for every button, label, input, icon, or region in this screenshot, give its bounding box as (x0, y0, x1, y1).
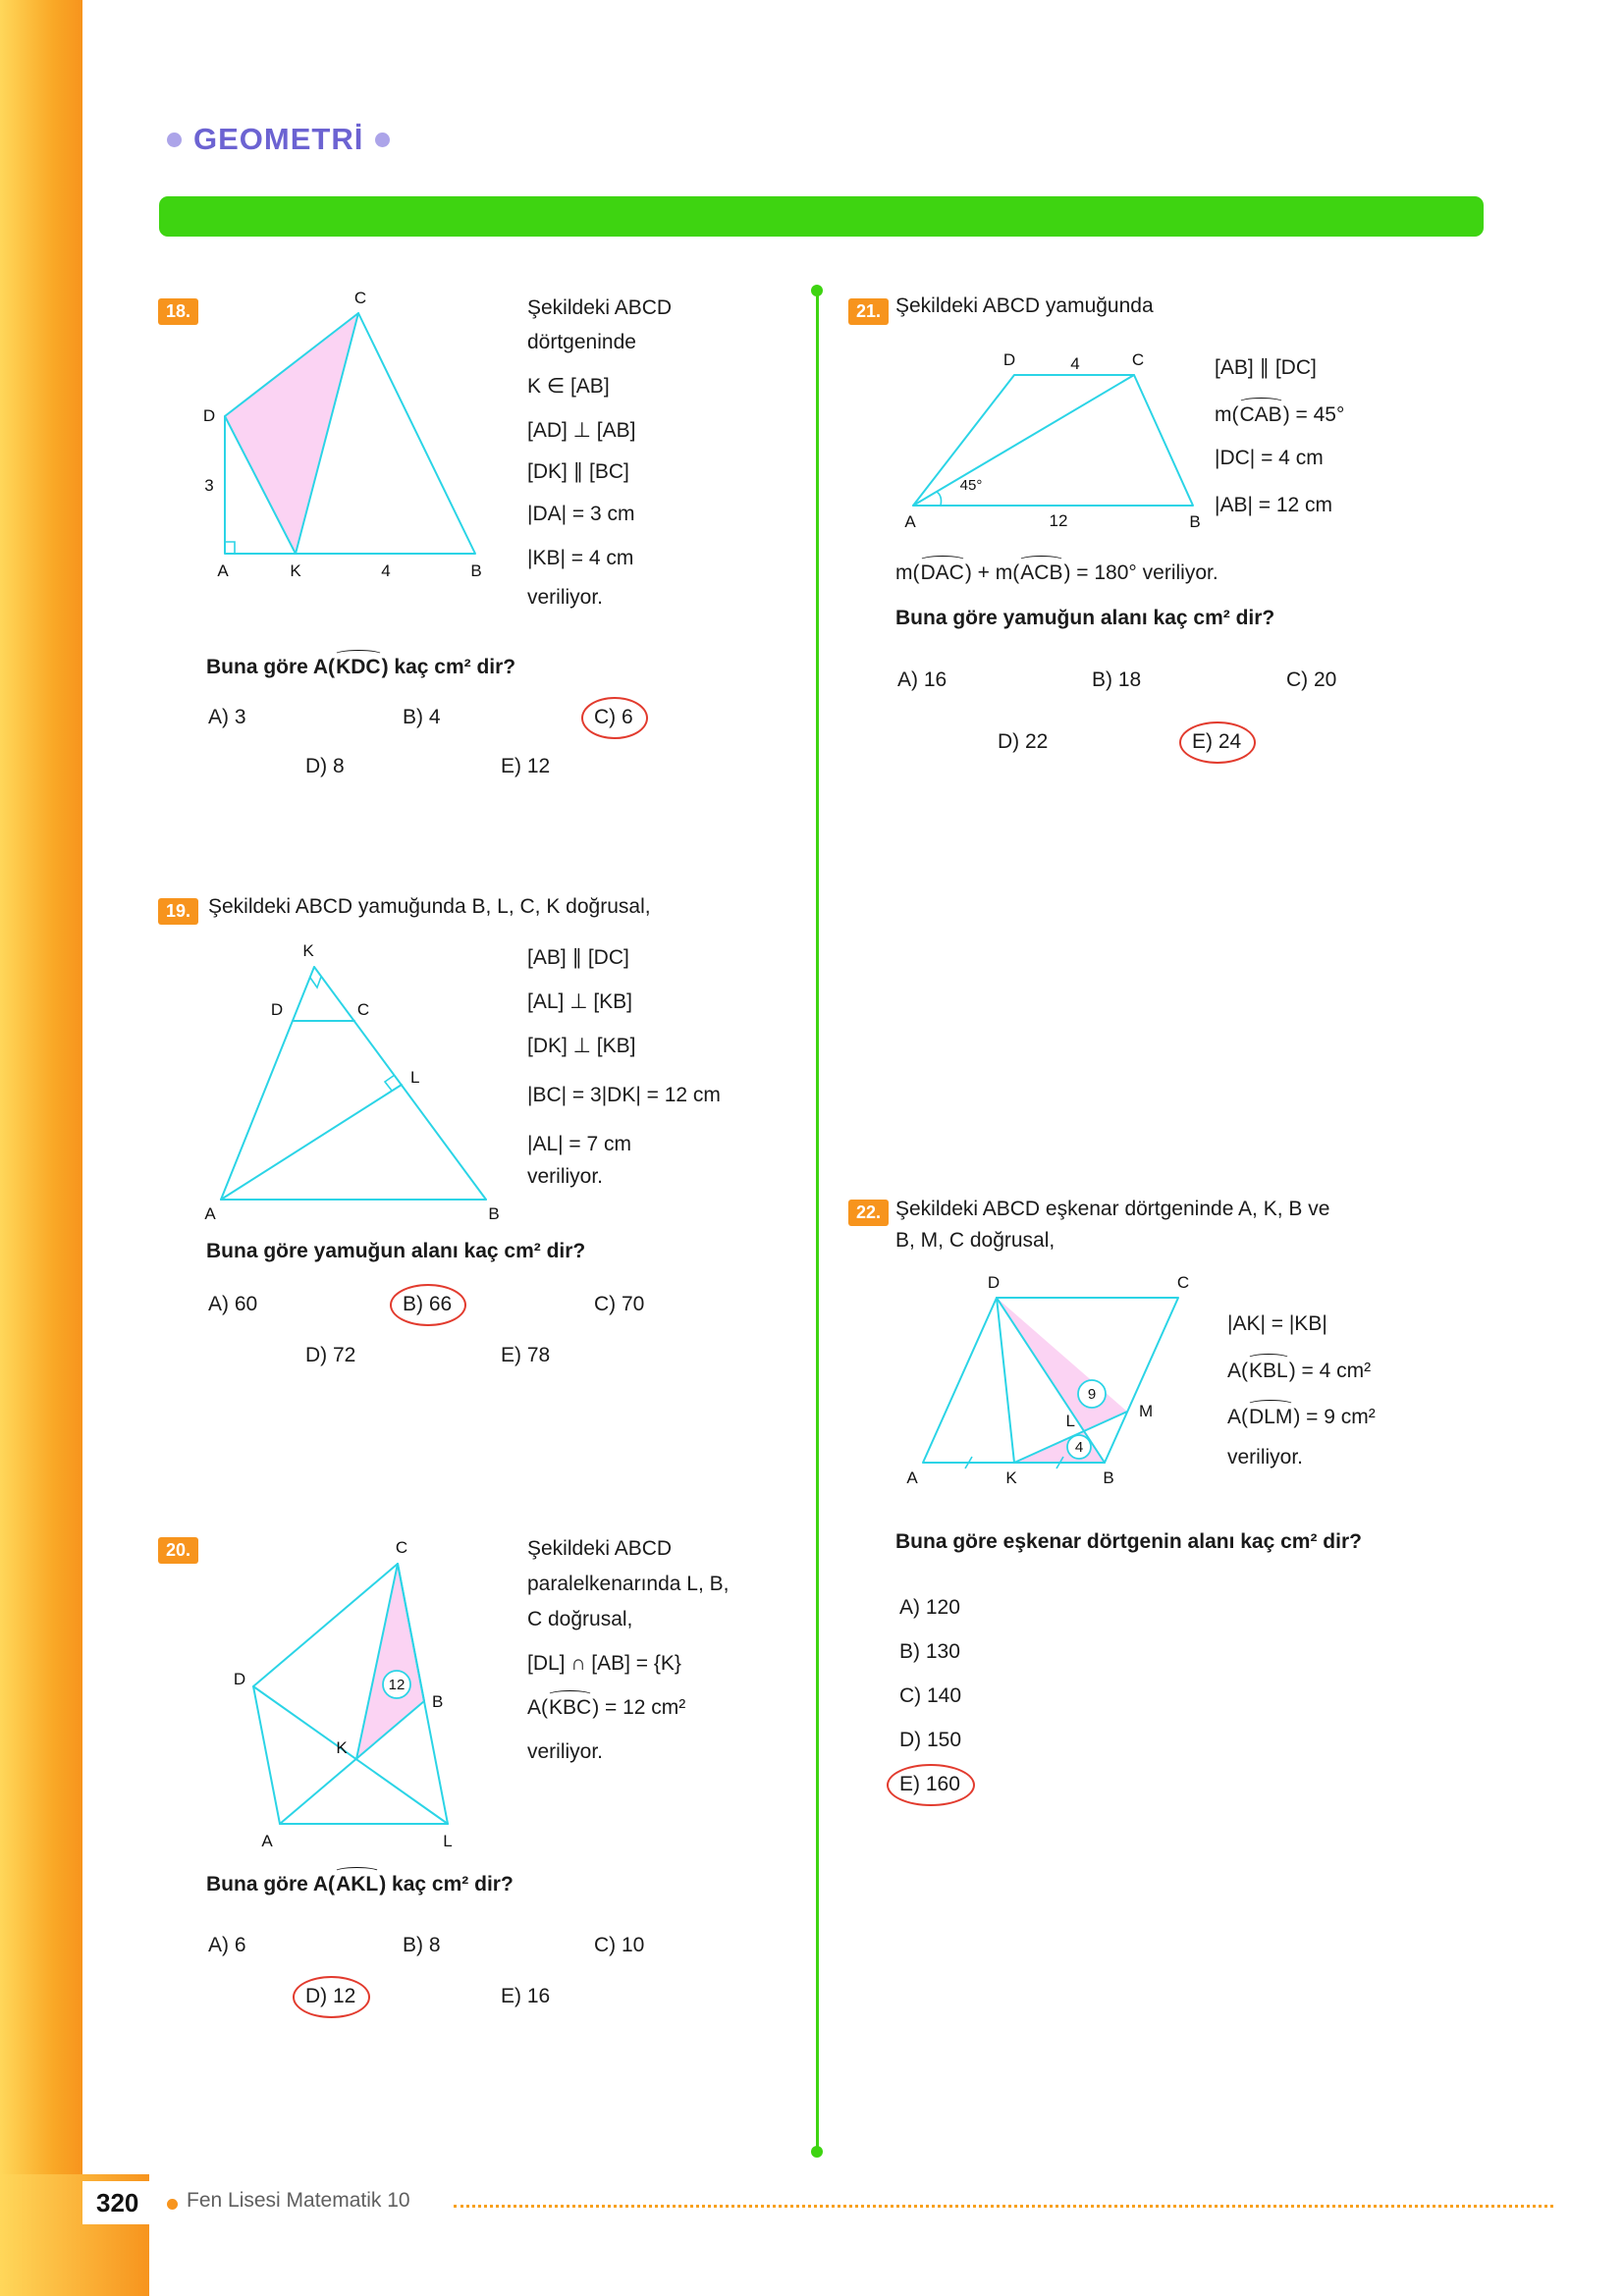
p20-label-k: K (336, 1738, 348, 1757)
p20-option-c: C) 10 (594, 1934, 645, 1956)
p19-option-d: D) 72 (305, 1344, 356, 1366)
p21-angle-arc (937, 492, 942, 506)
p18-right-angle-mark (225, 542, 235, 554)
problem-22-badge: 22. (848, 1200, 889, 1226)
footer-dotted-line (454, 2205, 1553, 2208)
p19-question: Buna göre yamuğun alanı kaç cm² dir? (206, 1240, 586, 1262)
header-bullet-left-icon (167, 133, 182, 147)
p22-label-l: L (1065, 1412, 1075, 1430)
p22-area9-suffix: ) = 9 cm² (1293, 1406, 1376, 1428)
p21-given-arc-2: ACB (1019, 561, 1063, 586)
p19-option-b: B) 66 (403, 1293, 453, 1315)
p18-question (206, 655, 515, 680)
p18-label-a: A (217, 561, 229, 580)
page-header (167, 122, 390, 157)
divider-dot-top (811, 285, 823, 296)
p21-label-b: B (1189, 512, 1201, 531)
p21-side-line-4: |AB| = 12 cm (1215, 494, 1333, 516)
p21-label-c: C (1131, 350, 1145, 369)
p20-side-line-3: C doğrusal, (527, 1608, 633, 1630)
p19-side-line-1: [AB] ∥ [DC] (527, 946, 629, 969)
p19-side-line-2: [AL] ⊥ [KB] (527, 990, 632, 1013)
p20-label-a: A (261, 1832, 273, 1850)
p21-question: Buna göre yamuğun alanı kaç cm² dir? (895, 607, 1275, 629)
p18-side-line-5: [DK] ∥ [BC] (527, 460, 629, 483)
p19-option-a: A) 60 (208, 1293, 258, 1315)
p20-option-b: B) 8 (403, 1934, 441, 1956)
p20-diagram (226, 1529, 501, 1858)
p22-area4-prefix: A( (1227, 1360, 1248, 1382)
p18-label-b: B (470, 561, 482, 580)
p19-right-angle-k (310, 977, 321, 988)
p21-length-ab: 12 (1049, 511, 1068, 530)
p18-option-a: A) 3 (208, 706, 246, 728)
p18-option-e: E) 12 (501, 755, 551, 777)
p19-option-c: C) 70 (594, 1293, 645, 1315)
p20-question-prefix: Buna göre A( (206, 1873, 336, 1896)
p20-option-e: E) 16 (501, 1985, 551, 2007)
p19-label-k: K (302, 941, 314, 960)
p20-label-b: B (432, 1692, 444, 1711)
p18-side-line-6: |DA| = 3 cm (527, 503, 635, 525)
p21-option-d: D) 22 (998, 730, 1049, 753)
p18-label-c: C (353, 289, 367, 307)
p22-side-line-1: |AK| = |KB| (1227, 1312, 1327, 1335)
p18-option-c: C) 6 (594, 706, 633, 728)
p19-side-line-3: [DK] ⊥ [KB] (527, 1035, 636, 1057)
p20-question-arc: AKL (335, 1872, 379, 1897)
problem-19-badge: 19. (158, 898, 198, 925)
p19-option-e: E) 78 (501, 1344, 551, 1366)
p22-area9-prefix: A( (1227, 1406, 1248, 1428)
p20-question (206, 1872, 514, 1897)
p22-option-a: A) 120 (899, 1596, 960, 1619)
p18-diagram (191, 288, 496, 582)
section-title-bar (159, 196, 1484, 237)
p21-angle-arc-text: CAB (1239, 402, 1283, 428)
p19-label-d: D (270, 1000, 284, 1019)
p20-label-d: D (233, 1670, 246, 1688)
p21-label-d: D (1002, 350, 1016, 369)
p22-side-line-3 (1227, 1405, 1376, 1430)
p21-side-line-1: [AB] ∥ [DC] (1215, 356, 1317, 379)
p21-label-a: A (904, 512, 916, 531)
p20-label-c: C (395, 1538, 408, 1557)
left-edge-stripe (0, 0, 82, 2296)
p22-label-m: M (1139, 1402, 1154, 1420)
p21-side-line-2 (1215, 402, 1344, 428)
p20-option-d: D) 12 (305, 1985, 356, 2007)
p22-option-e: E) 160 (899, 1773, 960, 1795)
divider-dot-bottom (811, 2146, 823, 2158)
p21-diagram (898, 344, 1213, 535)
p22-area4-suffix: ) = 4 cm² (1288, 1360, 1372, 1382)
p19-label-l: L (410, 1068, 420, 1087)
p20-label-l: L (443, 1832, 453, 1850)
footer-bullet-icon (167, 2199, 178, 2210)
p18-side-line-7: |KB| = 4 cm (527, 547, 634, 569)
p18-label-k: K (290, 561, 301, 580)
p18-side-line-2: dörtgeninde (527, 331, 636, 353)
p21-intro: Şekildeki ABCD yamuğunda (895, 294, 1154, 317)
p18-label-d: D (202, 406, 216, 425)
page-number-box (82, 2181, 159, 2224)
p22-option-d: D) 150 (899, 1729, 962, 1751)
header-bullet-right-icon (375, 133, 390, 147)
p18-question-prefix: Buna göre A( (206, 656, 336, 678)
p22-shaded-dlm (997, 1298, 1127, 1431)
p20-side-line-2: paralelkenarında L, B, (527, 1573, 730, 1595)
p21-angle-value: 45° (959, 477, 983, 494)
p21-given-3: ) = 180° veriliyor. (1063, 561, 1218, 584)
p21-given-1: m( (895, 561, 920, 584)
p22-label-b: B (1103, 1468, 1114, 1487)
p19-side-line-4: |BC| = 3|DK| = 12 cm (527, 1084, 721, 1106)
p22-intro-line-2: B, M, C doğrusal, (895, 1229, 1056, 1252)
p18-side-line-3: K ∈ [AB] (527, 375, 610, 398)
p19-side-line-6: veriliyor. (527, 1165, 604, 1188)
p21-angle-prefix: m( (1215, 403, 1239, 426)
p20-side-line-6: veriliyor. (527, 1740, 604, 1763)
p19-label-c: C (356, 1000, 370, 1019)
p22-side-line-4: veriliyor. (1227, 1446, 1304, 1468)
p18-shaded-region (225, 313, 358, 554)
p22-side-line-2 (1227, 1359, 1371, 1384)
p18-side-line-8: veriliyor. (527, 586, 604, 609)
p20-area-arc: KBC (548, 1695, 592, 1721)
p19-label-b: B (488, 1204, 500, 1223)
p20-area-line (527, 1695, 685, 1721)
p18-question-suffix: ) kaç cm² dir? (381, 656, 516, 678)
p22-intro-line-1: Şekildeki ABCD eşkenar dörtgeninde A, K, B ve (895, 1198, 1330, 1220)
p18-side-line-4: [AD] ⊥ [AB] (527, 419, 636, 442)
p18-option-d: D) 8 (305, 755, 345, 777)
p19-right-angle-l (385, 1075, 395, 1091)
p20-area-suffix: ) = 12 cm² (592, 1696, 686, 1719)
p20-area-value: 12 (388, 1677, 406, 1693)
p18-option-b: B) 4 (403, 706, 441, 728)
page-number: 320 (96, 2187, 139, 2217)
p21-option-e: E) 24 (1192, 730, 1242, 753)
p18-length-kb: 4 (381, 561, 391, 580)
p20-area-prefix: A( (527, 1696, 548, 1719)
p21-option-a: A) 16 (897, 668, 947, 691)
p22-area9-arc: DLM (1248, 1405, 1293, 1430)
p19-diagram (196, 933, 511, 1237)
footer-book-title: Fen Lisesi Matematik 10 (187, 2189, 410, 2212)
p22-area4-value: 4 (1074, 1439, 1084, 1456)
problem-18-badge: 18. (158, 298, 198, 325)
p22-option-c: C) 140 (899, 1684, 962, 1707)
p21-angle-suffix: ) = 45° (1282, 403, 1345, 426)
p22-option-b: B) 130 (899, 1640, 960, 1663)
p21-option-b: B) 18 (1092, 668, 1142, 691)
column-divider (816, 291, 819, 2150)
p19-intro: Şekildeki ABCD yamuğunda B, L, C, K doğrusal, (208, 895, 651, 918)
p21-given-arc-1: DAC (920, 561, 965, 586)
page-title: GEOMETRİ (193, 122, 364, 156)
p22-area4-arc: KBL (1248, 1359, 1289, 1384)
p22-diagram (898, 1266, 1222, 1507)
p21-side-line-3: |DC| = 4 cm (1215, 447, 1324, 469)
p19-side-line-5: |AL| = 7 cm (527, 1133, 632, 1155)
p18-side-line-1: Şekildeki ABCD (527, 296, 673, 319)
p21-given-line (895, 561, 1218, 586)
p22-label-d: D (987, 1273, 1001, 1292)
p22-label-a: A (906, 1468, 918, 1487)
p22-label-k: K (1005, 1468, 1017, 1487)
problem-21-badge: 21. (848, 298, 889, 325)
p20-option-a: A) 6 (208, 1934, 246, 1956)
p22-label-c: C (1176, 1273, 1190, 1292)
problem-20-badge: 20. (158, 1537, 198, 1564)
p18-length-da: 3 (204, 476, 214, 495)
p20-side-line-4: [DL] ∩ [AB] = {K} (527, 1652, 681, 1675)
p21-option-c: C) 20 (1286, 668, 1337, 691)
p18-question-arc: KDC (335, 655, 382, 680)
p21-given-2: ) + m( (964, 561, 1020, 584)
p22-area9-value: 9 (1087, 1386, 1097, 1403)
p22-question: Buna göre eşkenar dörtgenin alanı kaç cm² dir? (895, 1530, 1362, 1553)
p21-length-dc: 4 (1070, 354, 1080, 373)
p20-question-suffix: ) kaç cm² dir? (379, 1873, 514, 1896)
p20-side-line-1: Şekildeki ABCD (527, 1537, 673, 1560)
p19-label-a: A (204, 1204, 216, 1223)
